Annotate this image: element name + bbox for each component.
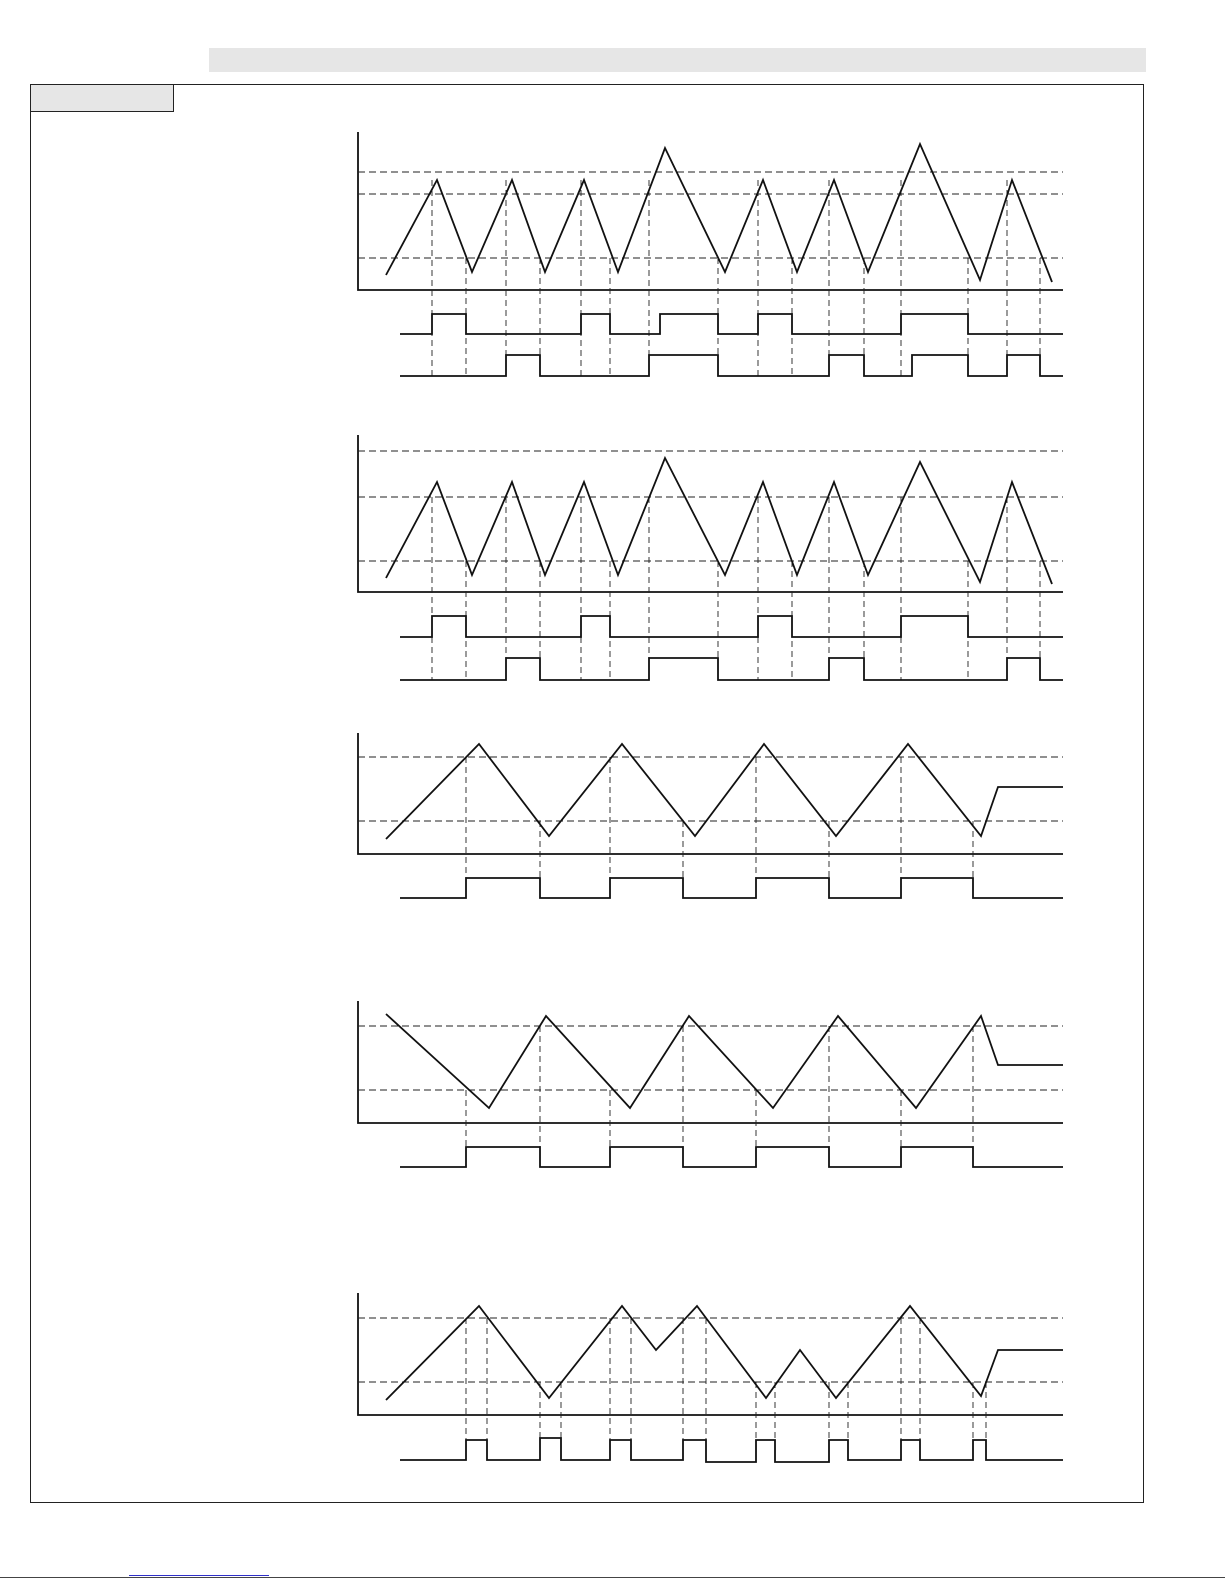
panel-4-axes (358, 1001, 1063, 1123)
panel-5 (358, 1293, 1063, 1462)
panel-2-digital-output-1 (400, 616, 1063, 637)
panel-3-axes (358, 733, 1063, 854)
panel-4-analog-signal (386, 1014, 1063, 1108)
panel-2-digital-output-2 (400, 658, 1063, 680)
panel-4-transition-markers (466, 1026, 973, 1167)
panel-2-transition-markers (432, 497, 1040, 680)
panel-3-digital-output-1 (400, 878, 1063, 898)
panel-3-analog-signal (386, 744, 1063, 839)
panel-1-digital-output-2 (400, 355, 1063, 376)
panel-3 (358, 733, 1063, 898)
panel-1-analog-signal (386, 144, 1052, 282)
panel-1-axes (358, 132, 1063, 290)
panel-2 (358, 435, 1063, 680)
panel-2-axes (358, 435, 1063, 592)
panel-5-digital-output-1 (400, 1438, 1063, 1462)
panel-5-analog-signal (386, 1306, 1063, 1400)
panel-1-digital-output-1 (400, 314, 1063, 334)
panel-4 (358, 1001, 1063, 1167)
panel-1 (358, 132, 1063, 376)
panel-5-axes (358, 1293, 1063, 1415)
panel-4-digital-output-1 (400, 1147, 1063, 1167)
panel-2-analog-signal (386, 458, 1052, 584)
